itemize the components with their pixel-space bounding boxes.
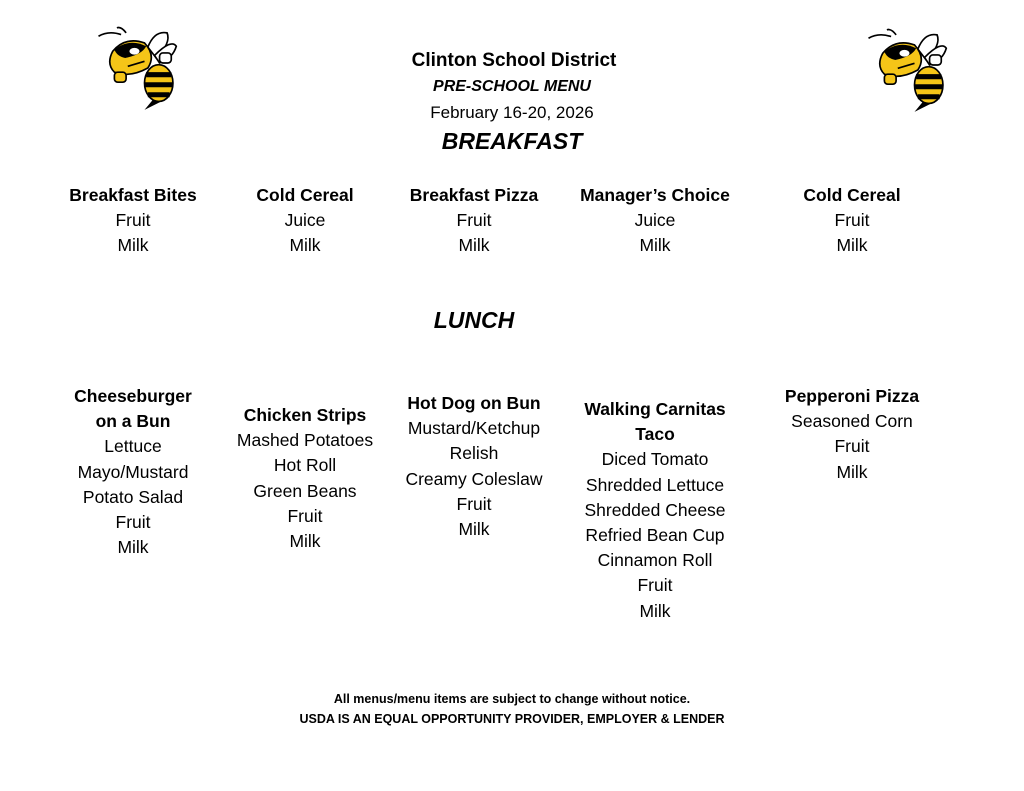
district-title: Clinton School District [411, 50, 617, 71]
menu-item: Seasoned Corn [791, 411, 913, 432]
menu-item: Hot Roll [273, 455, 337, 476]
menu-item: Mashed Potatoes [236, 430, 374, 451]
main-entree: on a Bun [95, 411, 171, 432]
menu-item: Shredded Lettuce [585, 474, 725, 495]
menu-item: Milk [836, 235, 868, 256]
main-entree: Walking Carnitas [584, 399, 726, 419]
menu-item: Milk [117, 235, 149, 256]
menu-item: Fruit [115, 210, 151, 231]
yellow-jacket-mascot-logo-right [866, 24, 958, 116]
menu-item: Relish [449, 443, 499, 464]
menu-item: Refried Bean Cup [585, 525, 725, 546]
main-entree: Chicken Strips [243, 405, 367, 425]
menu-item: Fruit [834, 210, 870, 231]
breakfast-day-1 [69, 183, 196, 259]
menu-item: Milk [836, 461, 868, 482]
menu-item: Milk [639, 600, 671, 621]
menu-item: Fruit [456, 210, 492, 231]
main-entree: Breakfast Bites [69, 185, 197, 205]
yellow-jacket-mascot-logo-left [96, 22, 188, 114]
lunch-day-2 [237, 403, 373, 554]
main-entree: Cheeseburger [74, 386, 192, 406]
menu-item: Fruit [637, 575, 673, 596]
usda-statement: USDA IS AN EQUAL OPPORTUNITY PROVIDER, EMPLOYER & LENDER [299, 712, 725, 726]
menu-subtitle: PRE-SCHOOL MENU [433, 78, 591, 95]
breakfast-day-5 [803, 183, 900, 259]
main-entree: Cold Cereal [803, 185, 901, 205]
menu-item: Milk [117, 537, 149, 558]
menu-item: Mustard/Ketchup [407, 418, 541, 439]
main-entree: Cold Cereal [256, 185, 354, 205]
menu-item: Fruit [115, 512, 151, 533]
menu-item: Diced Tomato [601, 449, 709, 470]
main-entree: Breakfast Pizza [409, 185, 539, 205]
main-entree: Taco [635, 424, 675, 445]
bee-icon [869, 30, 947, 112]
lunch-day-5 [785, 384, 919, 485]
breakfast-day-3 [410, 183, 538, 259]
menu-date-range: February 16-20, 2026 [430, 103, 594, 122]
menu-item: Milk [458, 235, 490, 256]
menu-item: Cinnamon Roll [597, 550, 713, 571]
menu-item: Green Beans [253, 480, 357, 501]
main-entree: Manager’s Choice [580, 185, 730, 205]
menu-item: Potato Salad [82, 486, 184, 507]
menu-item: Milk [289, 235, 321, 256]
breakfast-day-4 [580, 183, 730, 259]
menu-item: Fruit [287, 505, 323, 526]
menu-item: Fruit [456, 493, 492, 514]
menu-item: Milk [289, 531, 321, 552]
lunch-day-3 [405, 391, 542, 542]
menu-item: Milk [639, 235, 671, 256]
menu-item: Shredded Cheese [584, 499, 726, 520]
breakfast-heading: BREAKFAST [441, 128, 583, 154]
change-notice: All menus/menu items are subject to change without notice. [333, 692, 691, 706]
main-entree: Hot Dog on Bun [407, 393, 541, 413]
bee-icon [99, 28, 177, 110]
menu-item: Fruit [834, 436, 870, 457]
menu-item: Mayo/Mustard [77, 461, 189, 482]
main-entree: Pepperoni Pizza [784, 386, 920, 406]
lunch-day-4 [584, 397, 725, 624]
lunch-heading: LUNCH [433, 307, 515, 333]
menu-item: Juice [284, 210, 326, 231]
menu-item: Juice [634, 210, 676, 231]
menu-item: Creamy Coleslaw [405, 468, 543, 489]
lunch-day-1 [74, 384, 192, 560]
menu-item: Lettuce [104, 436, 162, 457]
menu-item: Milk [458, 519, 490, 540]
breakfast-day-2 [256, 183, 353, 259]
